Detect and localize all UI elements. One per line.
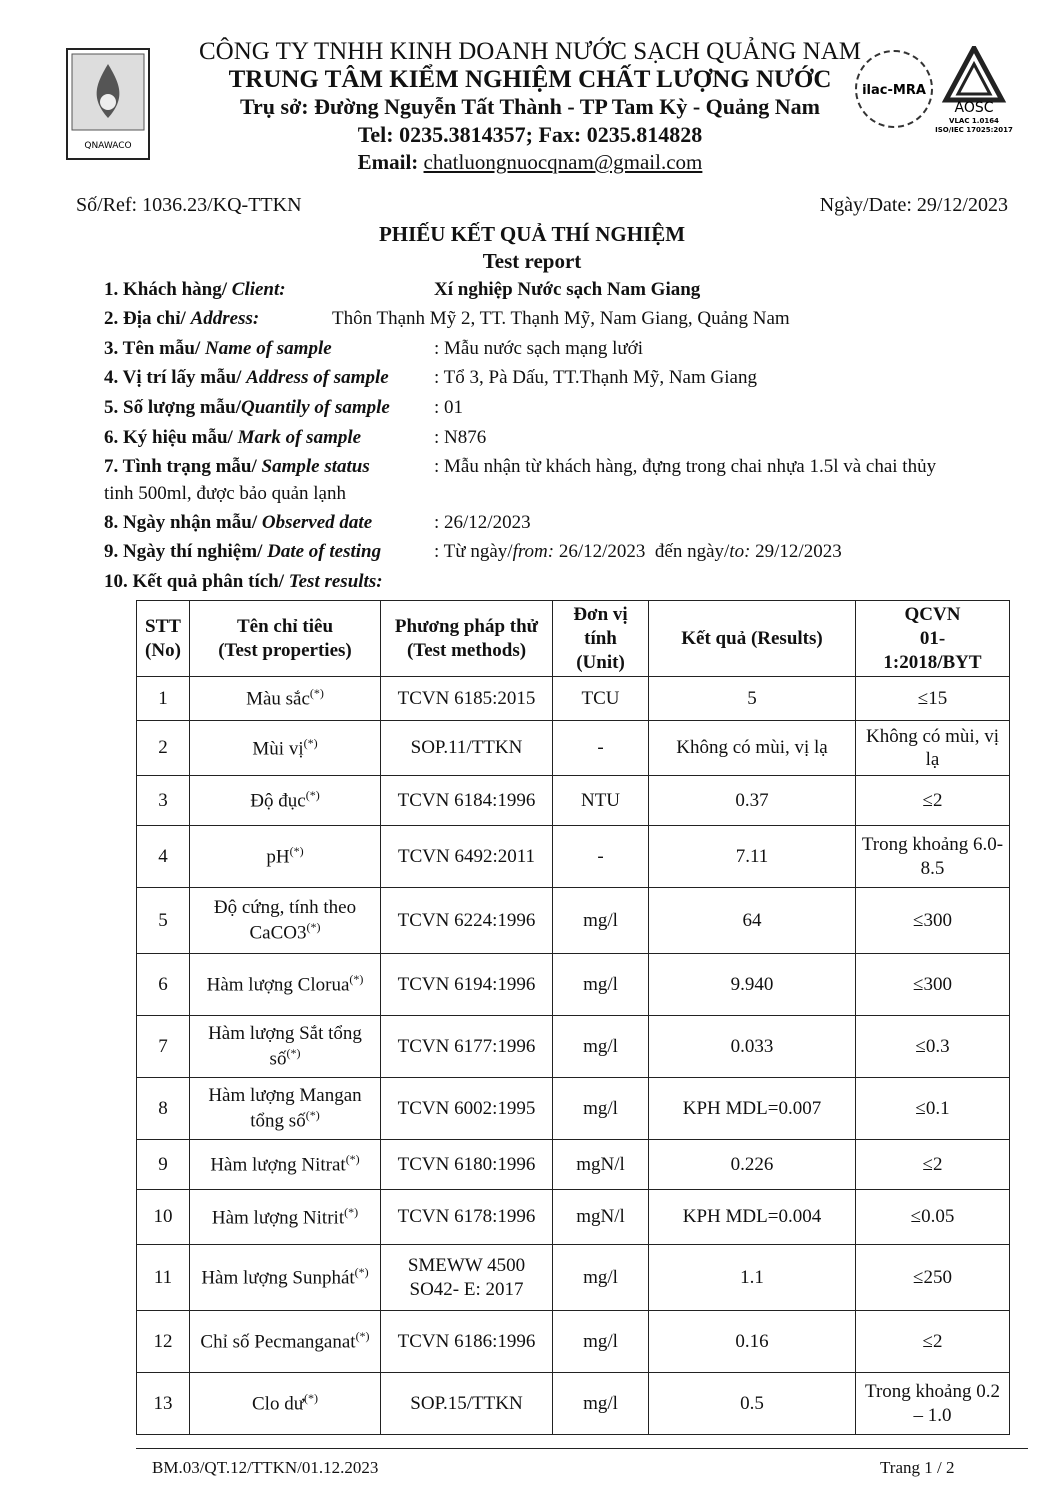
cell-no: 9 [137, 1140, 190, 1190]
accredited-mark: (*) [354, 1265, 369, 1280]
cell-method: TCVN 6180:1996 [381, 1140, 553, 1190]
table-row [137, 1078, 1010, 1140]
cell-method: TCVN 6224:1996 [381, 888, 553, 954]
sample-address-value: : Tổ 3, Pà Dấu, TT.Thạnh Mỹ, Nam Giang [434, 367, 757, 388]
info-quantity: 5. Số lượng mẫu/Quantily of sample [104, 397, 390, 418]
col-unit: Đơn vị tính (Unit) [553, 601, 649, 677]
company-name: CÔNG TY TNHH KINH DOANH NƯỚC SẠCH QUẢNG NAM [199, 38, 861, 65]
cell-result: 5 [649, 677, 856, 721]
cell-unit: NTU [553, 776, 649, 826]
info-test-date: 9. Ngày thí nghiệm/ Date of testing [104, 541, 382, 562]
address-value: Thôn Thạnh Mỹ 2, TT. Thạnh Mỹ, Nam Giang, Quảng Nam [332, 308, 790, 329]
cell-result: KPH MDL=0.007 [649, 1078, 856, 1140]
status-value-cont: tinh 500ml, được bảo quản lạnh [104, 483, 346, 504]
cell-unit: mgN/l [553, 1140, 649, 1190]
cell-qcvn: ≤2 [856, 1311, 1010, 1373]
cell-property [190, 677, 381, 721]
cell-method: TCVN 6184:1996 [381, 776, 553, 826]
property-name: Chỉ số Pecmanganat [200, 1331, 356, 1353]
info-mark: 6. Ký hiệu mẫu/ Mark of sample [104, 427, 362, 448]
cell-qcvn: ≤15 [856, 677, 1010, 721]
table-row [137, 721, 1010, 776]
cell-result: 1.1 [649, 1245, 856, 1311]
cell-unit: mg/l [553, 1311, 649, 1373]
property-name: Hàm lượng Clorua [206, 974, 350, 996]
accredited-mark: (*) [286, 1046, 301, 1061]
company-phone: Tel: 0235.3814357; Fax: 0235.814828 [357, 122, 703, 147]
table-row [137, 1373, 1010, 1435]
cell-unit: mg/l [553, 954, 649, 1016]
property-name: Clo dư [252, 1393, 304, 1415]
col-qcvn: QCVN 01- 1:2018/BYT [856, 601, 1010, 677]
status-value: : Mẫu nhận từ khách hàng, đựng trong chai nhựa 1.5l và chai thủy [434, 456, 937, 477]
property-name: Hàm lượng Mangan tổng số [208, 1085, 362, 1132]
accredited-mark: (*) [306, 920, 321, 935]
cell-method: SOP.11/TTKN [381, 721, 553, 776]
property-name: Hàm lượng Nitrat [210, 1154, 346, 1176]
quantity-value: : 01 [434, 397, 464, 418]
cell-method: TCVN 6002:1995 [381, 1078, 553, 1140]
info-address: 2. Địa chỉ/ Address: [104, 308, 260, 329]
cell-result: 9.940 [649, 954, 856, 1016]
report-date: Ngày/Date: 29/12/2023 [819, 194, 1008, 216]
email-link[interactable]: chatluongnuocqnam@gmail.com [423, 150, 703, 174]
company-logo [66, 48, 150, 160]
company-address: Trụ sở: Đường Nguyễn Tất Thành - TP Tam Kỳ - Quảng Nam [240, 94, 820, 119]
cell-unit: mg/l [553, 1016, 649, 1078]
info-sample-name: 3. Tên mẫu/ Name of sample [104, 338, 332, 359]
aosc-sub1: VLAC 1.0164 [949, 117, 999, 125]
cell-property [190, 1373, 381, 1435]
cell-property [190, 826, 381, 888]
cell-no: 2 [137, 721, 190, 776]
cell-property [190, 721, 381, 776]
cell-result: 0.5 [649, 1373, 856, 1435]
aosc-sub2: ISO/IEC 17025:2017 [935, 126, 1013, 134]
cell-no: 6 [137, 954, 190, 1016]
table-row [137, 1016, 1010, 1078]
cell-no: 13 [137, 1373, 190, 1435]
cell-qcvn: Trong khoảng 6.0-8.5 [856, 826, 1010, 888]
cell-qcvn: Trong khoảng 0.2 – 1.0 [856, 1373, 1010, 1435]
cell-method: SOP.15/TTKN [381, 1373, 553, 1435]
accredited-mark: (*) [355, 1329, 370, 1344]
property-name: Hàm lượng Sắt tổng số [208, 1023, 362, 1070]
cell-unit: mgN/l [553, 1190, 649, 1245]
results-table [136, 600, 1010, 1435]
accredited-mark: (*) [309, 686, 324, 701]
table-row [137, 954, 1010, 1016]
col-no: STT (No) [137, 601, 190, 677]
cell-unit: - [553, 826, 649, 888]
cell-result: 0.16 [649, 1311, 856, 1373]
property-name: Độ cứng, tính theo CaCO3 [213, 897, 357, 944]
cell-no: 1 [137, 677, 190, 721]
aosc-text: AOSC [954, 100, 994, 116]
test-date-value: : Từ ngày/from: 26/12/2023 đến ngày/to: 29/12/2023 [434, 541, 842, 562]
accredited-mark: (*) [305, 1108, 320, 1123]
accredited-mark: (*) [289, 844, 304, 859]
sample-name-value: : Mẫu nước sạch mạng lưới [434, 338, 644, 359]
cell-property [190, 1078, 381, 1140]
accredited-mark: (*) [345, 1152, 360, 1167]
property-name: pH [266, 846, 290, 868]
col-properties: Tên chỉ tiêu (Test properties) [190, 601, 381, 677]
cell-method: TCVN 6178:1996 [381, 1190, 553, 1245]
logo-text: QNAWACO [84, 141, 132, 151]
center-name: TRUNG TÂM KIỂM NGHIỆM CHẤT LƯỢNG NƯỚC [228, 66, 832, 93]
property-name: Hàm lượng Sunphát [201, 1267, 355, 1289]
table-row [137, 1245, 1010, 1311]
cell-unit: mg/l [553, 1078, 649, 1140]
cell-qcvn: ≤2 [856, 1140, 1010, 1190]
cell-qcvn: ≤250 [856, 1245, 1010, 1311]
reference-number: Số/Ref: 1036.23/KQ-TTKN [76, 194, 302, 216]
cell-unit: mg/l [553, 1245, 649, 1311]
cell-property [190, 1245, 381, 1311]
accredited-mark: (*) [344, 1204, 359, 1219]
property-name: Độ đục [250, 790, 306, 812]
col-methods: Phương pháp thử (Test methods) [381, 601, 553, 677]
col-results: Kết quả (Results) [649, 601, 856, 677]
page-number: Trang 1 / 2 [880, 1458, 955, 1477]
cell-qcvn: ≤300 [856, 954, 1010, 1016]
cell-qcvn: ≤0.3 [856, 1016, 1010, 1078]
cell-method: SMEWW 4500 SO42- E: 2017 [381, 1245, 553, 1311]
cell-property [190, 776, 381, 826]
cell-property [190, 1311, 381, 1373]
form-code: BM.03/QT.12/TTKN/01.12.2023 [152, 1458, 379, 1477]
mark-value: : N876 [434, 427, 487, 448]
cell-unit: mg/l [553, 1373, 649, 1435]
accredited-mark: (*) [349, 972, 364, 987]
cell-result: 64 [649, 888, 856, 954]
accredited-mark: (*) [304, 1391, 318, 1406]
email-label: Email: [357, 150, 419, 174]
cell-result: Không có mùi, vị lạ [649, 721, 856, 776]
accredited-mark: (*) [303, 735, 318, 750]
cell-no: 4 [137, 826, 190, 888]
cell-no: 7 [137, 1016, 190, 1078]
cell-no: 12 [137, 1311, 190, 1373]
table-row [137, 1140, 1010, 1190]
cell-unit: TCU [553, 677, 649, 721]
cell-method: TCVN 6185:2015 [381, 677, 553, 721]
cell-qcvn: ≤300 [856, 888, 1010, 954]
cell-no: 5 [137, 888, 190, 954]
cell-no: 11 [137, 1245, 190, 1311]
cell-qcvn: ≤0.1 [856, 1078, 1010, 1140]
info-client: 1. Khách hàng/ Client: [104, 279, 286, 300]
email-line [160, 150, 900, 175]
report-title: PHIẾU KẾT QUẢ THÍ NGHIỆM [378, 222, 686, 246]
info-status: 7. Tình trạng mẫu/ Sample status [104, 456, 370, 477]
cell-property [190, 1140, 381, 1190]
footer-divider [136, 1448, 1028, 1449]
cell-qcvn: ≤0.05 [856, 1190, 1010, 1245]
table-row [137, 826, 1010, 888]
cell-unit: - [553, 721, 649, 776]
cell-property [190, 1016, 381, 1078]
property-name: Màu sắc [246, 688, 310, 710]
info-results: 10. Kết quả phân tích/ Test results: [104, 571, 383, 592]
cell-result: 0.033 [649, 1016, 856, 1078]
table-row [137, 1190, 1010, 1245]
client-value: Xí nghiệp Nước sạch Nam Giang [434, 279, 701, 300]
cell-no: 3 [137, 776, 190, 826]
property-name: Hàm lượng Nitrit [211, 1207, 345, 1229]
cell-method: TCVN 6492:2011 [381, 826, 553, 888]
info-sample-address: 4. Vị trí lấy mẫu/ Address of sample [104, 367, 389, 388]
table-row [137, 677, 1010, 721]
cell-result: 0.226 [649, 1140, 856, 1190]
table-row [137, 776, 1010, 826]
info-observed-date: 8. Ngày nhận mẫu/ Observed date [104, 512, 373, 533]
table-row [137, 1311, 1010, 1373]
cell-no: 8 [137, 1078, 190, 1140]
cell-qcvn: ≤2 [856, 776, 1010, 826]
cell-method: TCVN 6177:1996 [381, 1016, 553, 1078]
cell-method: TCVN 6194:1996 [381, 954, 553, 1016]
report-subtitle: Test report [482, 249, 582, 273]
cell-method: TCVN 6186:1996 [381, 1311, 553, 1373]
cell-property [190, 954, 381, 1016]
cell-result: 0.37 [649, 776, 856, 826]
cell-no: 10 [137, 1190, 190, 1245]
property-name: Mùi vị [252, 738, 304, 760]
cell-qcvn: Không có mùi, vị lạ [856, 721, 1010, 776]
table-row [137, 888, 1010, 954]
cell-unit: mg/l [553, 888, 649, 954]
aosc-logo [934, 46, 1024, 136]
observed-date-value: : 26/12/2023 [434, 512, 531, 533]
cell-result: 7.11 [649, 826, 856, 888]
cell-result: KPH MDL=0.004 [649, 1190, 856, 1245]
accredited-mark: (*) [305, 788, 320, 803]
ilac-text: ilac-MRA [862, 83, 926, 98]
cell-property [190, 888, 381, 954]
cell-property [190, 1190, 381, 1245]
